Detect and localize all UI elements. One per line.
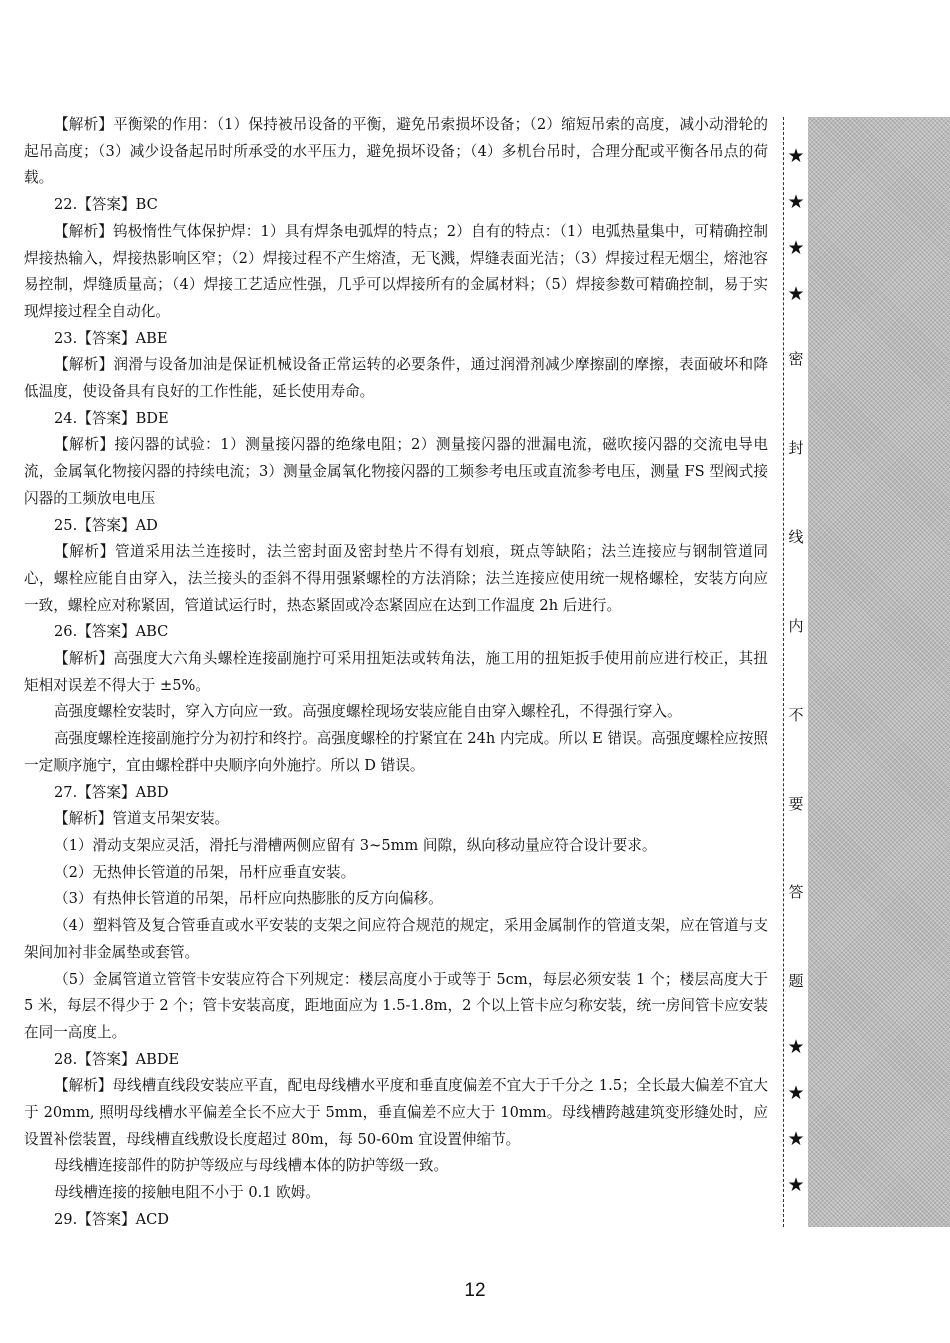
seal-strip xyxy=(808,117,950,1227)
star-icon: ★ xyxy=(785,1083,807,1103)
answer-line: 28.【答案】ABDE xyxy=(54,1050,180,1068)
list-item: （2）无热伸长管道的吊架，吊杆应垂直安装。 xyxy=(54,863,356,881)
star-icon: ★ xyxy=(785,1037,807,1057)
seal-char: 线 xyxy=(785,527,807,547)
page-number: 12 xyxy=(464,1280,486,1301)
paragraph: 母线槽连接的接触电阻不小于 0.1 欧姆。 xyxy=(54,1184,320,1202)
star-icon: ★ xyxy=(785,1129,807,1149)
answer-line: 24.【答案】BDE xyxy=(54,409,169,427)
seal-dashed-line xyxy=(783,117,784,1227)
answer-line: 26.【答案】ABC xyxy=(54,623,169,641)
seal-char: 封 xyxy=(785,438,807,458)
answer-line: 27.【答案】ABD xyxy=(54,783,169,801)
paragraph: 【解析】管道支吊架安装。 xyxy=(54,810,230,828)
paragraph: 母线槽连接部件的防护等级应与母线槽本体的防护等级一致。 xyxy=(54,1157,449,1175)
paragraph: 高强度螺栓连接副施拧分为初拧和终拧。高强度螺栓的拧紧宜在 24h 内完成。所以 E 错误。高强度螺栓应按照一定顺序施宁，宜由螺栓群中央顺序向外施拧。所以 D 错误。 xyxy=(24,730,768,774)
star-icon: ★ xyxy=(785,192,807,212)
paragraph: 【解析】接闪器的试验：1）测量接闪器的绝缘电阻；2）测量接闪器的泄漏电流，磁吹接闪器的交流电导电流，金属氧化物接闪器的持续电流；3）测量金属氧化物接闪器的工频参考电压或直流参考电压，测量 FS 型阀式接闪器的工频放电电压 xyxy=(24,436,768,507)
seal-char: 密 xyxy=(785,349,807,369)
list-item: （1）滑动支架应灵活，滑托与滑槽两侧应留有 3~5mm 间隙，纵向移动量应符合设计要求。 xyxy=(54,836,657,854)
seal-char: 内 xyxy=(785,616,807,636)
paragraph: 【解析】管道采用法兰连接时，法兰密封面及密封垫片不得有划痕，斑点等缺陷；法兰连接应与钢制管道同心，螺栓应能自由穿入，法兰接头的歪斜不得用强紧螺栓的方法消除；法兰连接应使用统一规格螺栓，安装方向应一致，螺栓应对称紧固，管道试运行时，热态紧固或冷态紧固应在达到工作温度 2h 后进行。 xyxy=(24,543,768,614)
star-icon: ★ xyxy=(785,284,807,304)
star-icon: ★ xyxy=(785,238,807,258)
answer-line: 23.【答案】ABE xyxy=(54,329,168,347)
document-body xyxy=(24,112,768,1234)
seal-char: 不 xyxy=(785,705,807,725)
list-item: （5）金属管道立管管卡安装应符合下列规定：楼层高度小于或等于 5cm，每层必须安装 1 个；楼层高度大于 5 米，每层不得少于 2 个；管卡安装高度，距地面应为 1.5-1.8m，2 个以上管卡应匀称安装，统一房间管卡应安装在同一高度上。 xyxy=(24,970,768,1041)
paragraph: 高强度螺栓安装时，穿入方向应一致。高强度螺栓现场安装应能自由穿入螺栓孔，不得强行穿入。 xyxy=(54,703,682,721)
paragraph: 【解析】母线槽直线段安装应平直，配电母线槽水平度和垂直度偏差不宜大于千分之 1.5；全长最大偏差不宜大于 20mm, 照明母线槽水平偏差全长不应大于 5mm，垂直偏差不应大于 10mm。母线槽跨越建筑变形缝处时，应设置补偿装置，母线槽直线敷设长度超过 80m，每 50-60m 宜设置伸缩节。 xyxy=(24,1077,768,1148)
seal-char: 答 xyxy=(785,882,807,902)
answer-line: 25.【答案】AD xyxy=(54,516,158,534)
paragraph: 【解析】平衡梁的作用：（1）保持被吊设备的平衡，避免吊索损坏设备；（2）缩短吊索的高度，减小动滑轮的起吊高度；（3）减少设备起吊时所承受的水平压力，避免损坏设备；（4）多机台吊时，合理分配或平衡各吊点的荷载。 xyxy=(24,116,768,187)
seal-char: 要 xyxy=(785,794,807,814)
star-icon: ★ xyxy=(785,146,807,166)
star-icon: ★ xyxy=(785,1175,807,1195)
list-item: （3）有热伸长管道的吊架，吊杆应向热膨胀的反方向偏移。 xyxy=(54,890,443,908)
paragraph: 【解析】钨极惰性气体保护焊：1）具有焊条电弧焊的特点；2）自有的特点：（1）电弧热量集中，可精确控制焊接热输入，焊接热影响区窄；（2）焊接过程不产生熔渣，无飞溅，焊缝表面光洁；（3）焊接过程无烟尘，熔池容易控制，焊缝质量高；（4）焊接工艺适应性强，几乎可以焊接所有的金属材料；（5）焊接参数可精确控制，易于实现焊接过程全自动化。 xyxy=(24,222,768,320)
answer-line: 29.【答案】ACD xyxy=(54,1210,169,1228)
paragraph: 【解析】润滑与设备加油是保证机械设备正常运转的必要条件，通过润滑剂减少摩擦副的摩擦，表面破坏和降低温度，使设备具有良好的工作性能，延长使用寿命。 xyxy=(24,356,768,401)
list-item: （4）塑料管及复合管垂直或水平安装的支架之间应符合规范的规定，采用金属制作的管道支架，应在管道与支架间加衬非金属垫或套管。 xyxy=(24,917,768,961)
paragraph: 【解析】高强度大六角头螺栓连接副施拧可采用扭矩法或转角法，施工用的扭矩扳手使用前应进行校正，其扭矩相对误差不得大于 ±5%。 xyxy=(24,650,768,694)
answer-line: 22.【答案】BC xyxy=(54,196,158,214)
seal-char: 题 xyxy=(785,971,807,991)
